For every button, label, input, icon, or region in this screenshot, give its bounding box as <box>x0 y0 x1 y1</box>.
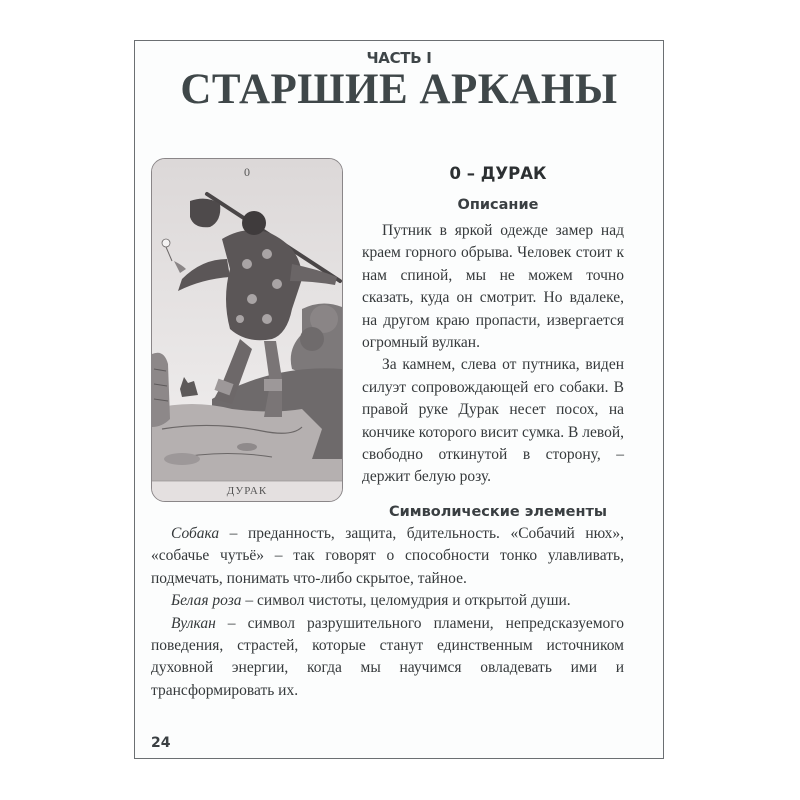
description-paragraph: Путник в яркой одежде замер над краем горного обрыва. Человек стоит к нам спиной, мы не можем точно сказать, куда он смотрит. Но вдалеке, на другом краю пропасти, извергается огромный вулкан. <box>362 222 624 352</box>
description-column <box>362 158 624 489</box>
description-paragraph: За камнем, слева от путника, виден силуэт сопровождающей его собаки. В правой руке Дурак несет посох, на кончике которого висит сумка. В левой, свободно откинутой в сторону, – держит белую розу. <box>362 356 624 486</box>
symbol-term: Белая роза <box>171 592 242 610</box>
symbol-term: Собака <box>171 525 220 542</box>
book-page <box>134 40 664 759</box>
page-number: 24 <box>151 735 171 751</box>
symbol-item <box>151 523 624 590</box>
symbol-text: – преданность, защита, бдительность. «Собачий нюх», «собачье чутьё» – так говорят о способности тонко улавливать, подмечать, понимать что-либо скрытое, тайное. <box>151 525 624 587</box>
description-heading: Описание <box>457 197 539 213</box>
tarot-card <box>151 158 343 502</box>
tarot-card-fool-illustration-icon <box>152 159 342 501</box>
symbol-item <box>151 590 624 612</box>
card-number: 0 <box>244 165 250 179</box>
page-title: СТАРШИЕ АРКАНЫ <box>180 66 618 113</box>
symbol-term: Вулкан <box>171 614 216 632</box>
part-label: ЧАСТЬ I <box>366 49 432 67</box>
symbols-list <box>151 523 624 702</box>
symbol-text: – символ разрушительного пламени, непредсказуемого поведения, страстей, которые станут единственным источником духовной энергии, когда мы научимся овладевать ими и трансформировать их. <box>151 614 624 699</box>
symbol-item <box>151 613 624 703</box>
card-section-title: 0 – ДУРАК <box>449 164 547 183</box>
symbols-heading: Символические элементы <box>388 504 608 520</box>
symbol-text: – символ чистоты, целомудрия и открытой души. <box>241 592 571 610</box>
card-name: ДУРАК <box>226 485 268 497</box>
